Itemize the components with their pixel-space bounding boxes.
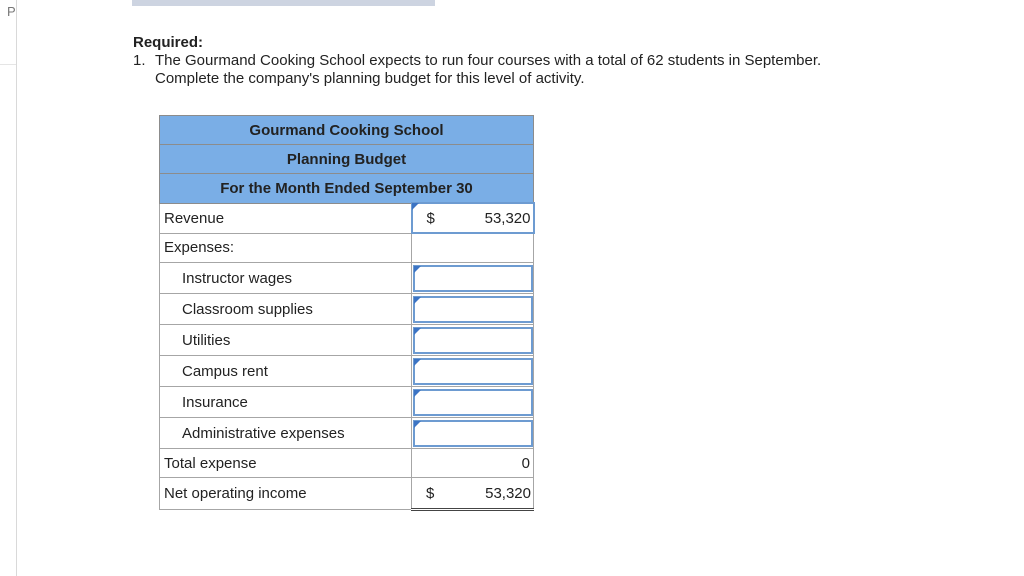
total-expense-row [160,449,534,478]
expense-row [160,418,534,449]
utilities-label: Utilities [160,325,412,356]
company-name-header: Gourmand Cooking School [160,116,534,145]
input-flag-icon [414,297,421,304]
corner-letter: P [7,4,16,19]
revenue-label: Revenue [160,203,412,233]
expenses-heading-row [160,233,534,263]
expense-row [160,356,534,387]
expense-row [160,387,534,418]
requirement-number: 1. [133,52,146,69]
instructions [133,34,893,88]
expense-row [160,263,534,294]
revenue-currency: $ [426,209,435,227]
input-flag-icon [412,203,419,210]
planning-budget-table [159,115,535,511]
net-operating-income-label: Net operating income [160,478,412,510]
budget-title-header: Planning Budget [160,145,534,174]
insurance-input[interactable] [413,389,533,416]
campus-rent-cell [412,356,534,387]
left-panel-divider [16,0,17,576]
requirement-text [155,52,821,88]
input-flag-icon [414,421,421,428]
left-panel-rule [0,64,16,65]
net-income-value: 53,320 [485,484,531,502]
administrative-expenses-input[interactable] [413,420,533,447]
net-operating-income-cell [412,478,534,510]
requirement-item [133,52,893,88]
requirement-line-2: Complete the company's planning budget for this level of activity. [155,70,585,87]
net-operating-income-row [160,478,534,510]
insurance-label: Insurance [160,387,412,418]
expense-row [160,325,534,356]
expenses-label: Expenses: [160,233,412,263]
administrative-expenses-label: Administrative expenses [160,418,412,449]
total-expense-label: Total expense [160,449,412,478]
input-flag-icon [414,390,421,397]
utilities-input[interactable] [413,327,533,354]
classroom-supplies-cell [412,294,534,325]
requirement-line-1: The Gourmand Cooking School expects to run four courses with a total of 62 students in September. [155,52,822,69]
input-flag-icon [414,328,421,335]
net-income-currency: $ [426,484,435,502]
instructor-wages-label: Instructor wages [160,263,412,294]
revenue-row [160,203,534,233]
administrative-expenses-cell [412,418,534,449]
expenses-empty-cell [412,233,534,263]
insurance-cell [412,387,534,418]
instructor-wages-cell [412,263,534,294]
revenue-value: 53,320 [484,209,531,227]
total-expense-value: 0 [412,449,534,478]
classroom-supplies-label: Classroom supplies [160,294,412,325]
revenue-value-cell[interactable] [412,203,534,233]
campus-rent-label: Campus rent [160,356,412,387]
utilities-cell [412,325,534,356]
expense-row [160,294,534,325]
instructor-wages-input[interactable] [413,265,533,292]
input-flag-icon [414,266,421,273]
required-heading: Required: [133,34,204,51]
campus-rent-input[interactable] [413,358,533,385]
top-scroll-bar [132,0,435,6]
classroom-supplies-input[interactable] [413,296,533,323]
period-header: For the Month Ended September 30 [160,174,534,204]
input-flag-icon [414,359,421,366]
